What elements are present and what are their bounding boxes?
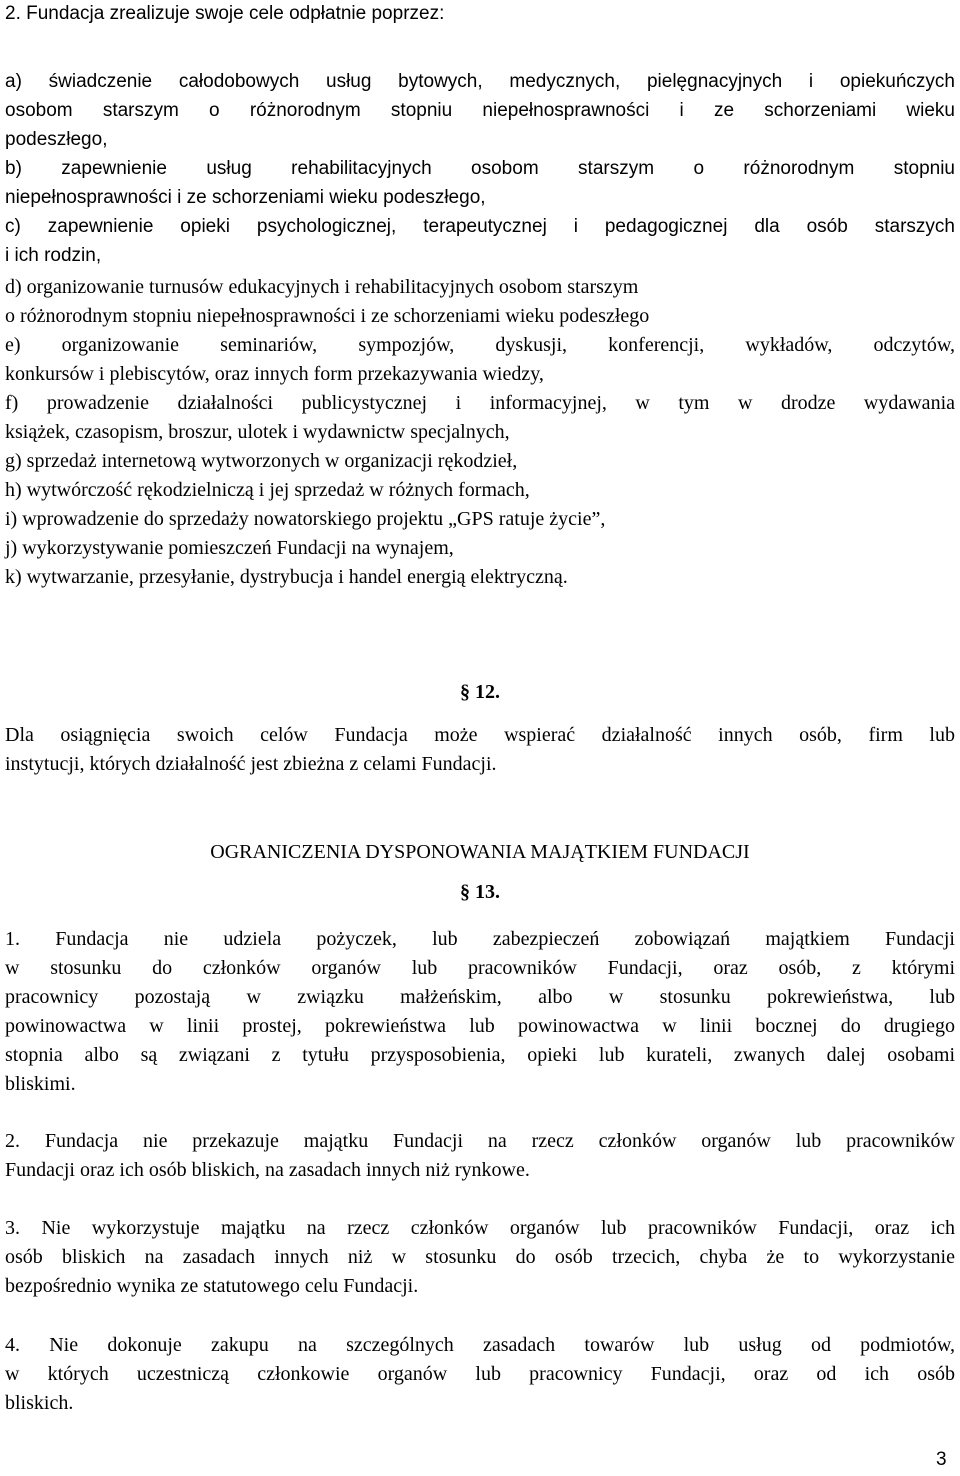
s12-text-line2: instytucji, których działalność jest zbieżna z celami Fundacji. xyxy=(5,753,497,775)
s13-p3-line3: bezpośrednio wynika ze statutowego celu Fundacji. xyxy=(5,1275,419,1297)
list-item-a-line3: podeszłego, xyxy=(5,129,108,150)
list-item-k: k) wytwarzanie, przesyłanie, dystrybucja i handel energią elektryczną. xyxy=(5,566,568,588)
list-item-h: h) wytwórczość rękodzielniczą i jej sprzedaż w różnych formach, xyxy=(5,479,530,501)
s13-p3-line2: osób bliskich na zasadach innych niż w stosunku do osób trzecich, chyba że to wykorzystanie xyxy=(5,1246,955,1268)
list-item-f-line2: książek, czasopism, broszur, ulotek i wydawnictw specjalnych, xyxy=(5,421,510,443)
list-item-b-line2: niepełnosprawności i ze schorzeniami wieku podeszłego, xyxy=(5,187,486,208)
list-item-d-line2: o różnorodnym stopniu niepełnosprawności i ze schorzeniami wieku podeszłego xyxy=(5,305,650,327)
s13-p1-line5: stopnia albo są związani z tytułu przysposobienia, opieki lub kurateli, zwanych dalej osobami xyxy=(5,1044,955,1066)
s13-p1-line6: bliskimi. xyxy=(5,1073,76,1095)
s13-p2-line1: 2. Fundacja nie przekazuje majątku Fundacji na rzecz członków organów lub pracowników xyxy=(5,1130,955,1152)
list-item-a-line2: osobom starszym o różnorodnym stopniu niepełnosprawności i ze schorzeniami wieku xyxy=(5,100,955,121)
section-title: OGRANICZENIA DYSPONOWANIA MAJĄTKIEM FUNDACJI xyxy=(210,841,750,863)
page-number: 3 xyxy=(936,1449,947,1470)
section-heading-12: § 12. xyxy=(460,681,500,703)
list-item-e-line1: e) organizowanie seminariów, sympozjów, dyskusji, konferencji, wykładów, odczytów, xyxy=(5,334,955,356)
list-item-b-line1: b) zapewnienie usług rehabilitacyjnych osobom starszym o różnorodnym stopniu xyxy=(5,158,955,179)
s13-p1-line1: 1. Fundacja nie udziela pożyczek, lub zabezpieczeń zobowiązań majątkiem Fundacji xyxy=(5,928,955,950)
s12-text-line1: Dla osiągnięcia swoich celów Fundacja może wspierać działalność innych osób, firm lub xyxy=(5,724,955,746)
s13-p4-line2: w których uczestniczą członkowie organów lub pracownicy Fundacji, oraz od ich osób xyxy=(5,1363,955,1385)
s13-p1-line3: pracownicy pozostają w związku małżeńskim, albo w stosunku pokrewieństwa, lub xyxy=(5,986,955,1008)
s13-p3-line1: 3. Nie wykorzystuje majątku na rzecz członków organów lub pracowników Fundacji, oraz ich xyxy=(5,1217,955,1239)
list-item-c-line1: c) zapewnienie opieki psychologicznej, terapeutycznej i pedagogicznej dla osób starszych xyxy=(5,216,955,237)
paragraph-intro: 2. Fundacja zrealizuje swoje cele odpłatnie poprzez: xyxy=(5,3,445,24)
s13-p4-line3: bliskich. xyxy=(5,1392,74,1414)
list-item-j: j) wykorzystywanie pomieszczeń Fundacji na wynajem, xyxy=(5,537,454,559)
s13-p1-line4: powinowactwa w linii prostej, pokrewieństwa lub powinowactwa w linii bocznej do drugiego xyxy=(5,1015,955,1037)
list-item-g: g) sprzedaż internetową wytworzonych w organizacji rękodzieł, xyxy=(5,450,518,472)
list-item-c-line2: i ich rodzin, xyxy=(5,245,102,266)
section-heading-13: § 13. xyxy=(460,881,500,903)
s13-p1-line2: w stosunku do członków organów lub pracowników Fundacji, oraz osób, z którymi xyxy=(5,957,955,979)
list-item-a-line1: a) świadczenie całodobowych usług bytowych, medycznych, pielęgnacyjnych i opiekuńczych xyxy=(5,71,955,92)
list-item-f-line1: f) prowadzenie działalności publicystycznej i informacyjnej, w tym w drodze wydawania xyxy=(5,392,955,414)
list-item-d-line1: d) organizowanie turnusów edukacyjnych i rehabilitacyjnych osobom starszym xyxy=(5,276,639,298)
s13-p2-line2: Fundacji oraz ich osób bliskich, na zasadach innych niż rynkowe. xyxy=(5,1159,530,1181)
s13-p4-line1: 4. Nie dokonuje zakupu na szczególnych zasadach towarów lub usług od podmiotów, xyxy=(5,1334,955,1356)
list-item-i: i) wprowadzenie do sprzedaży nowatorskiego projektu „GPS ratuje życie”, xyxy=(5,508,606,530)
list-item-e-line2: konkursów i plebiscytów, oraz innych form przekazywania wiedzy, xyxy=(5,363,544,385)
